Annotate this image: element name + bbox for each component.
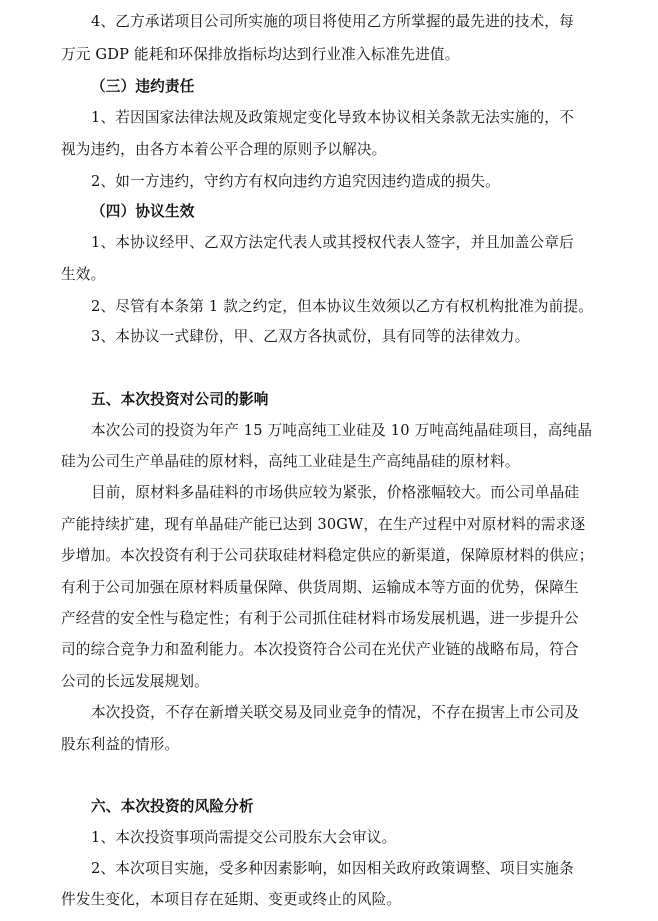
part-6-item-1: 1、本次投资事项尚需提交公司股东大会审议。 xyxy=(91,829,397,846)
clause-4-line-2: 万元 GDP 能耗和环保排放指标均达到行业准入标准先进值。 xyxy=(61,46,460,63)
part-6-item-2-line-2: 件发生变化，本项目存在延期、变更或终止的风险。 xyxy=(61,891,402,908)
section-4-item-3: 3、本协议一式肆份，甲、乙双方各执贰份，具有同等的法律效力。 xyxy=(91,328,530,345)
section-4-heading: （四）协议生效 xyxy=(91,203,195,220)
part-5-para-2-line-7: 公司的长远发展规划。 xyxy=(61,673,209,690)
part-5-para-2-line-6: 司的综合竞争力和盈利能力。本次投资符合公司在光伏产业链的战略布局，符合 xyxy=(61,641,579,658)
part-6-heading: 六、本次投资的风险分析 xyxy=(91,798,254,815)
part-5-para-2-line-2: 产能持续扩建，现有单晶硅产能已达到 30GW，在生产过程中对原材料的需求逐 xyxy=(61,516,586,533)
part-5-para-3-line-2: 股东利益的情形。 xyxy=(61,736,180,753)
section-4-item-1-line-1: 1、本协议经甲、乙双方法定代表人或其授权代表人签字，并且加盖公章后 xyxy=(91,234,574,251)
part-5-para-3-line-1: 本次投资，不存在新增关联交易及同业竞争的情况，不存在损害上市公司及 xyxy=(91,704,580,721)
part-6-item-2-line-1: 2、本次项目实施，受多种因素影响，如因相关政府政策调整、项目实施条 xyxy=(91,860,574,877)
part-5-para-1-line-1: 本次公司的投资为年产 15 万吨高纯工业硅及 10 万吨高纯晶硅项目，高纯晶 xyxy=(91,422,593,439)
section-4-item-1-line-2: 生效。 xyxy=(61,266,106,283)
section-3-item-1-line-1: 1、若因国家法律法规及政策规定变化导致本协议相关条款无法实施的，不 xyxy=(91,109,574,126)
part-5-heading: 五、本次投资对公司的影响 xyxy=(91,391,269,408)
part-5-para-2-line-1: 目前，原材料多晶硅料的市场供应较为紧张，价格涨幅较大。而公司单晶硅 xyxy=(91,484,580,501)
part-5-para-1-line-2: 硅为公司生产单晶硅的原材料，高纯工业硅是生产高纯晶硅的原材料。 xyxy=(61,453,520,470)
section-3-item-1-line-2: 视为违约，由各方本着公平合理的原则予以解决。 xyxy=(61,141,387,158)
clause-4-line-1: 4、乙方承诺项目公司所实施的项目将使用乙方所掌握的最先进的技术，每 xyxy=(91,13,574,30)
part-5-para-2-line-5: 产经营的安全性与稳定性；有利于公司抓住硅材料市场发展机遇，进一步提升公 xyxy=(61,610,579,627)
section-3-heading: （三）违约责任 xyxy=(91,78,195,95)
part-5-para-2-line-3: 步增加。本次投资有利于公司获取硅材料稳定供应的新渠道，保障原材料的供应； xyxy=(61,547,594,564)
section-4-item-2: 2、尽管有本条第 1 款之约定，但本协议生效须以乙方有权机构批准为前提。 xyxy=(91,298,594,315)
section-3-item-2: 2、如一方违约，守约方有权向违约方追究因违约造成的损失。 xyxy=(91,173,500,190)
part-5-para-2-line-4: 有利于公司加强在原材料质量保障、供货周期、运输成本等方面的优势，保障生 xyxy=(61,579,579,596)
